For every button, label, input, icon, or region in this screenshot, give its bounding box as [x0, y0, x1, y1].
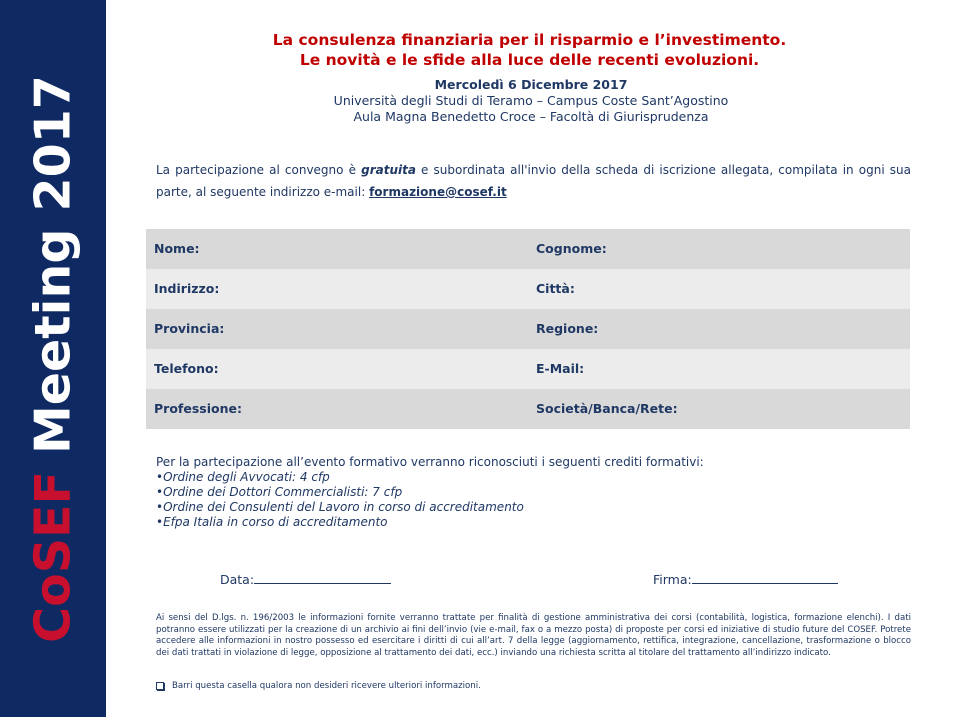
event-name: Meeting 2017 [24, 75, 82, 472]
brand-name: CoSEF [24, 471, 82, 643]
city-field-label[interactable]: Città: [536, 281, 575, 296]
form-row [146, 349, 910, 389]
intro-text-2: e subordinata all'invio della scheda di iscrizione allegata, compilata in ogni sua parte, al seguente indirizzo e-mail: [156, 163, 911, 199]
optout-option [156, 681, 481, 692]
phone-field-label[interactable]: Telefono: [154, 361, 219, 376]
date-input-line[interactable] [254, 571, 391, 584]
credits-section [156, 455, 916, 530]
list-item: • Ordine degli Avvocati: 4 cfp [156, 470, 916, 485]
date-label: Data: [220, 572, 255, 587]
signature-input-line[interactable] [692, 571, 838, 584]
form-row [146, 389, 910, 429]
surname-field-label[interactable]: Cognome: [536, 241, 607, 256]
date-signature-field [220, 571, 391, 588]
list-item: • Efpa Italia in corso di accreditamento [156, 515, 916, 530]
intro-text-1: La partecipazione al convegno è [156, 163, 362, 177]
form-row [146, 269, 910, 309]
signature-label: Firma: [653, 572, 692, 587]
intro-emphasis: gratuita [361, 163, 416, 177]
form-row [146, 229, 910, 269]
email-link[interactable]: formazione@cosef.it [369, 185, 507, 199]
registration-form [146, 229, 910, 429]
event-room: Aula Magna Benedetto Croce – Facoltà di Giurisprudenza [353, 109, 709, 124]
address-field-label[interactable]: Indirizzo: [154, 281, 220, 296]
credits-list [156, 470, 916, 530]
province-field-label[interactable]: Provincia: [154, 321, 225, 336]
profession-field-label[interactable]: Professione: [154, 401, 242, 416]
page-title-line1: La consulenza finanziaria per il risparmio e l’investimento. [272, 31, 787, 49]
optout-label: Barri questa casella qualora non desideri ricevere ulteriori informazioni. [172, 681, 481, 691]
event-location: Università degli Studi di Teramo – Campus Coste Sant’Agostino [333, 93, 729, 108]
intro-paragraph [156, 159, 911, 203]
credits-intro: Per la partecipazione all’evento formativo verranno riconosciuti i seguenti crediti formativi: [156, 455, 704, 469]
event-date: Mercoledì 6 Dicembre 2017 [434, 77, 628, 92]
company-field-label[interactable]: Società/Banca/Rete: [536, 401, 678, 416]
list-item: • Ordine dei Consulenti del Lavoro in corso di accreditamento [156, 500, 916, 515]
signature-field [653, 571, 838, 588]
page-title-line2: Le novità e le sfide alla luce delle recenti evoluzioni. [299, 51, 760, 69]
region-field-label[interactable]: Regione: [536, 321, 599, 336]
privacy-notice: Ai sensi del D.lgs. n. 196/2003 le informazioni fornite verranno trattate per finalità di gestione amministrativa dei corsi (contabilità, logistica, formazione elenchi). I dati potranno essere utilizzati per la creazione di un archivio ai fini dell’invio (vie e-mail, fax o a mezzo posta) di proposte per corsi ed iniziative di studio future del COSEF. Potrete accedere alle informazioni in nostro possesso ed esercitare i diritti di cui all’art. 7 della legge (aggiornamento, rettifica, integrazione, cancellazione, trasformazione o blocco dei dati trattati in violazione di legge, opposizione al trattamento dei dati, ecc.) inviando una richiesta scritta al titolare del trattamento all’indirizzo indicato. [156, 613, 911, 658]
name-field-label[interactable]: Nome: [154, 241, 200, 256]
sidebar [0, 0, 106, 717]
event-logo-text [24, 75, 82, 643]
email-field-label[interactable]: E-Mail: [536, 361, 585, 376]
optout-checkbox[interactable] [156, 682, 164, 690]
list-item: • Ordine dei Dottori Commercialisti: 7 cfp [156, 485, 916, 500]
form-row [146, 309, 910, 349]
